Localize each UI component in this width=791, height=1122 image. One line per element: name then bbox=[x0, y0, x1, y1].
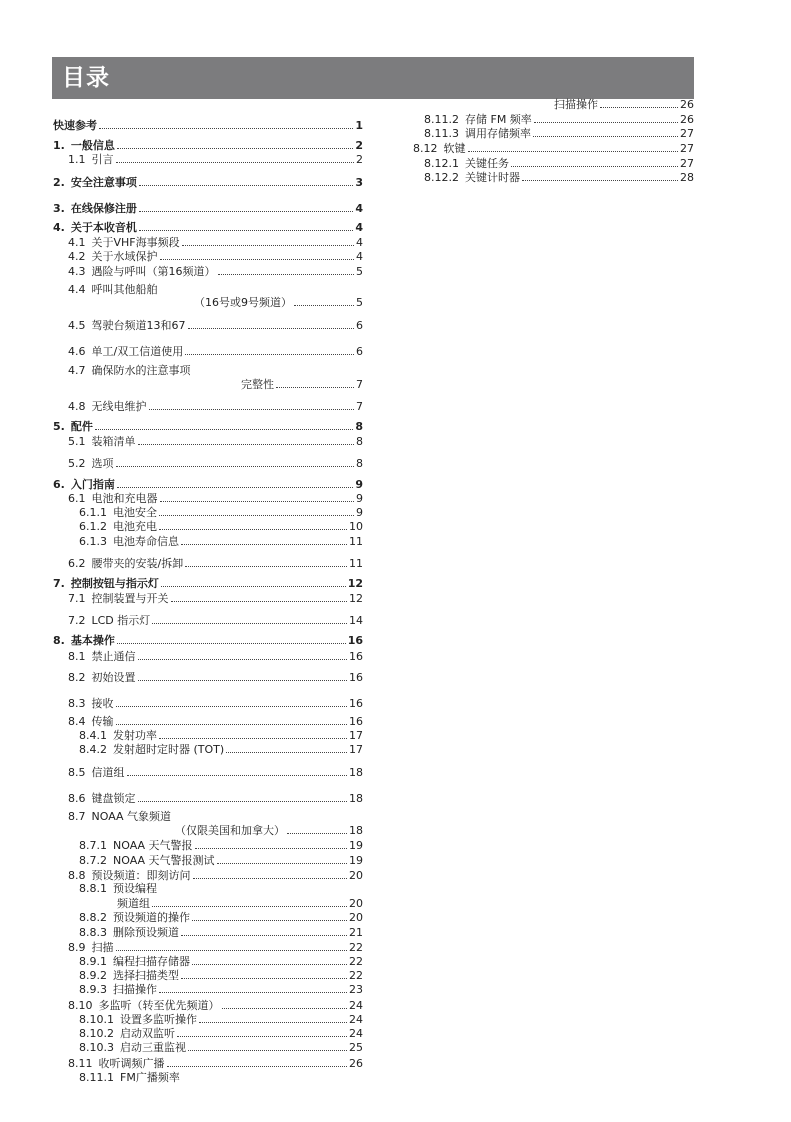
toc-dot-leader bbox=[152, 905, 347, 907]
toc-entry[interactable] bbox=[53, 649, 363, 663]
toc-entry-title: 发射功率 bbox=[113, 729, 157, 742]
toc-entry[interactable] bbox=[53, 868, 363, 882]
toc-entry-page: 4 bbox=[355, 202, 363, 215]
toc-entry-page: 24 bbox=[349, 1013, 363, 1026]
toc-entry[interactable] bbox=[53, 853, 363, 867]
toc-dot-leader bbox=[533, 135, 678, 137]
toc-entry-page: 26 bbox=[680, 98, 694, 111]
toc-entry[interactable] bbox=[53, 823, 363, 837]
toc-dot-leader bbox=[138, 800, 348, 802]
toc-entry-title: 遇险与呼叫（第16频道） bbox=[91, 265, 216, 278]
toc-entry-page: 22 bbox=[349, 969, 363, 982]
toc-entry-number: 8.4.2 bbox=[79, 743, 107, 756]
toc-entry-number: 8.7 bbox=[68, 810, 86, 823]
toc-entry-page: 27 bbox=[680, 142, 694, 155]
toc-entry-title: 装箱清单 bbox=[91, 435, 136, 448]
toc-entry-title: 引言 bbox=[91, 153, 114, 166]
toc-entry-title: （16号或9号频道） bbox=[194, 296, 292, 309]
toc-entry[interactable] bbox=[53, 613, 363, 627]
toc-entry-page: 4 bbox=[356, 250, 363, 263]
toc-entry-page: 16 bbox=[349, 697, 363, 710]
toc-entry-title: 选项 bbox=[91, 457, 114, 470]
toc-entry-number: 8.9.3 bbox=[79, 983, 107, 996]
toc-entry-number: 8.3 bbox=[68, 697, 86, 710]
toc-entry-number: 8.10.1 bbox=[79, 1013, 114, 1026]
toc-entry[interactable] bbox=[53, 505, 363, 519]
toc-dot-leader bbox=[188, 1049, 347, 1051]
toc-entry[interactable] bbox=[53, 968, 363, 982]
toc-entry-page: 11 bbox=[349, 557, 363, 570]
toc-dot-leader bbox=[181, 977, 347, 979]
toc-entry-title: 频道组 bbox=[117, 897, 150, 910]
toc-entry[interactable] bbox=[53, 249, 363, 263]
toc-entry[interactable] bbox=[53, 1056, 363, 1070]
toc-entry-page: 6 bbox=[356, 345, 363, 358]
toc-entry-title: 呼叫其他船舶 bbox=[91, 283, 158, 296]
toc-entry-title: 在线保修注册 bbox=[70, 202, 137, 215]
toc-dot-leader bbox=[287, 832, 347, 834]
toc-entry-title: 初始设置 bbox=[91, 671, 136, 684]
toc-dot-leader bbox=[188, 327, 355, 329]
toc-entry[interactable] bbox=[53, 896, 363, 910]
toc-entry[interactable] bbox=[53, 1070, 363, 1084]
toc-dot-leader bbox=[116, 161, 355, 163]
toc-entry-title: NOAA 气象频道 bbox=[91, 810, 172, 823]
toc-dot-leader bbox=[117, 147, 354, 149]
toc-entry-page: 7 bbox=[356, 378, 363, 391]
toc-entry-number: 8.6 bbox=[68, 792, 86, 805]
toc-dot-leader bbox=[138, 679, 348, 681]
toc-entry-title: 预设编程 bbox=[113, 882, 157, 895]
toc-entry[interactable] bbox=[53, 576, 363, 590]
toc-entry-page: 18 bbox=[349, 824, 363, 837]
toc-dot-leader bbox=[116, 705, 348, 707]
toc-entry[interactable] bbox=[53, 791, 363, 805]
toc-entry-number: 4.2 bbox=[68, 250, 86, 263]
toc-dot-leader bbox=[116, 723, 348, 725]
toc-entry[interactable] bbox=[53, 138, 363, 152]
toc-entry-number: 4.1 bbox=[68, 236, 86, 249]
toc-entry-page: 11 bbox=[349, 535, 363, 548]
toc-entry[interactable] bbox=[53, 954, 363, 968]
toc-entry-number: 7.2 bbox=[68, 614, 86, 627]
toc-entry-title: 基本操作 bbox=[70, 634, 115, 647]
toc-entry[interactable] bbox=[53, 728, 363, 742]
toc-entry-page: 3 bbox=[355, 176, 363, 189]
toc-entry-page: 9 bbox=[356, 492, 363, 505]
toc-entry-page: 23 bbox=[349, 983, 363, 996]
toc-entry[interactable] bbox=[53, 377, 363, 391]
toc-entry-title: 发射超时定时器 (TOT) bbox=[113, 743, 225, 756]
toc-entry[interactable] bbox=[53, 534, 363, 548]
toc-entry-number: 8.11 bbox=[68, 1057, 93, 1070]
toc-dot-leader bbox=[127, 774, 348, 776]
toc-entry-page: 22 bbox=[349, 955, 363, 968]
toc-entry-page: 26 bbox=[349, 1057, 363, 1070]
toc-entry[interactable] bbox=[53, 670, 363, 684]
toc-entry-number: 8.8 bbox=[68, 869, 86, 882]
toc-dot-leader bbox=[160, 500, 355, 502]
toc-entry-number: 8.9.1 bbox=[79, 955, 107, 968]
toc-entry-title: 软键 bbox=[443, 142, 466, 155]
toc-dot-leader bbox=[522, 179, 678, 181]
toc-entry-page: 5 bbox=[356, 265, 363, 278]
toc-dot-leader bbox=[217, 862, 347, 864]
toc-dot-leader bbox=[218, 273, 355, 275]
toc-entry-number: 4.8 bbox=[68, 400, 86, 413]
toc-entry[interactable] bbox=[53, 591, 363, 605]
toc-entry-page: 16 bbox=[349, 671, 363, 684]
toc-entry-title: 删除预设频道 bbox=[113, 926, 179, 939]
toc-entry-title: LCD 指示灯 bbox=[91, 614, 151, 627]
toc-entry-title: 控制装置与开关 bbox=[91, 592, 169, 605]
toc-entry-page: 1 bbox=[355, 119, 363, 132]
toc-entry[interactable] bbox=[53, 399, 363, 413]
toc-entry-number: 7.1 bbox=[68, 592, 86, 605]
toc-entry-title: 信道组 bbox=[91, 766, 125, 779]
toc-entry-page: 22 bbox=[349, 941, 363, 954]
toc-entry-page: 16 bbox=[349, 650, 363, 663]
toc-entry[interactable] bbox=[53, 910, 363, 924]
toc-dot-leader bbox=[138, 443, 355, 445]
toc-entry[interactable] bbox=[53, 152, 363, 166]
toc-entry-number: 8.8.3 bbox=[79, 926, 107, 939]
toc-entry-page: 9 bbox=[355, 478, 363, 491]
toc-entry-page: 16 bbox=[349, 715, 363, 728]
toc-entry[interactable] bbox=[53, 344, 363, 358]
toc-dot-leader bbox=[99, 127, 353, 129]
page-title: 目录 bbox=[62, 65, 110, 91]
toc-dot-leader bbox=[181, 543, 347, 545]
toc-entry-title: NOAA 天气警报 bbox=[113, 839, 193, 852]
toc-dot-leader bbox=[226, 751, 347, 753]
toc-entry[interactable] bbox=[53, 1012, 363, 1026]
toc-entry-number: 8.9 bbox=[68, 941, 86, 954]
toc-entry-page: 4 bbox=[356, 236, 363, 249]
toc-entry-page: 12 bbox=[347, 577, 363, 590]
toc-entry-number: 6.1 bbox=[68, 492, 86, 505]
toc-dot-leader bbox=[195, 847, 347, 849]
toc-dot-leader bbox=[139, 210, 354, 212]
toc-entry-number: 8.10.3 bbox=[79, 1041, 114, 1054]
toc-entry[interactable] bbox=[53, 295, 363, 309]
toc-entry[interactable] bbox=[53, 175, 363, 189]
toc-dot-leader bbox=[600, 106, 678, 108]
toc-dot-leader bbox=[117, 486, 354, 488]
toc-dot-leader bbox=[171, 600, 348, 602]
toc-entry-title: 编程扫描存储器 bbox=[113, 955, 190, 968]
toc-entry-page: 4 bbox=[355, 221, 363, 234]
toc-dot-leader bbox=[294, 304, 354, 306]
toc-dot-leader bbox=[139, 184, 354, 186]
toc-entry[interactable] bbox=[398, 156, 694, 170]
toc-dot-leader bbox=[95, 428, 354, 430]
toc-entry-page: 8 bbox=[355, 420, 363, 433]
toc-entry-page: 28 bbox=[680, 171, 694, 184]
toc-entry-number: 4.7 bbox=[68, 364, 86, 377]
toc-entry-title: FM广播频率 bbox=[120, 1071, 180, 1084]
toc-entry-page: 14 bbox=[349, 614, 363, 627]
toc-entry[interactable] bbox=[398, 170, 694, 184]
toc-entry[interactable] bbox=[53, 1040, 363, 1054]
toc-entry-number: 8.7.2 bbox=[79, 854, 107, 867]
toc-entry-number: 8.12.2 bbox=[424, 171, 459, 184]
toc-entry-page: 25 bbox=[349, 1041, 363, 1054]
toc-entry-number: 8.4 bbox=[68, 715, 86, 728]
toc-entry[interactable] bbox=[53, 282, 363, 296]
toc-entry[interactable] bbox=[53, 838, 363, 852]
toc-entry-title: 关于VHF海事频段 bbox=[91, 236, 180, 249]
toc-entry-page: 19 bbox=[349, 839, 363, 852]
toc-entry-title: 扫描 bbox=[91, 941, 114, 954]
toc-entry-number: 8.12 bbox=[413, 142, 438, 155]
toc-entry[interactable] bbox=[53, 1026, 363, 1040]
toc-entry[interactable] bbox=[53, 998, 363, 1012]
toc-entry-page: 2 bbox=[355, 139, 363, 152]
toc-entry[interactable] bbox=[53, 491, 363, 505]
toc-entry[interactable] bbox=[398, 97, 694, 111]
toc-entry[interactable] bbox=[53, 714, 363, 728]
toc-entry-title: 选择扫描类型 bbox=[113, 969, 179, 982]
toc-entry-title: 电池充电 bbox=[113, 520, 157, 533]
toc-dot-leader bbox=[152, 622, 347, 624]
toc-entry[interactable] bbox=[53, 220, 363, 234]
toc-entry-number: 3. bbox=[53, 202, 65, 215]
toc-dot-leader bbox=[116, 465, 355, 467]
toc-entry-title: 预设频道：即刻访问 bbox=[91, 869, 191, 882]
toc-entry-number: 8.7.1 bbox=[79, 839, 107, 852]
toc-entry-title: 启动双监听 bbox=[120, 1027, 175, 1040]
toc-entry-title: 安全注意事项 bbox=[70, 176, 137, 189]
toc-entry-page: 20 bbox=[349, 911, 363, 924]
toc-entry-title: 调用存储频率 bbox=[465, 127, 531, 140]
toc-entry-title: 多监听（转至优先频道） bbox=[98, 999, 220, 1012]
toc-entry-title: 一般信息 bbox=[70, 139, 115, 152]
toc-dot-leader bbox=[117, 642, 346, 644]
toc-entry-title: 启动三重监视 bbox=[120, 1041, 186, 1054]
toc-entry-title: （仅限美国和加拿大） bbox=[175, 824, 285, 837]
toc-entry-number: 8.4.1 bbox=[79, 729, 107, 742]
toc-entry-number: 1. bbox=[53, 139, 65, 152]
toc-dot-leader bbox=[534, 121, 678, 123]
toc-entry-title: 存储 FM 频率 bbox=[465, 113, 532, 126]
toc-entry-title: 关键任务 bbox=[465, 157, 509, 170]
toc-dot-leader bbox=[139, 229, 354, 231]
toc-entry-title: 设置多监听操作 bbox=[120, 1013, 197, 1026]
toc-entry[interactable] bbox=[53, 925, 363, 939]
toc-dot-leader bbox=[167, 1065, 348, 1067]
toc-entry-title: 传输 bbox=[91, 715, 114, 728]
toc-entry-title: 接收 bbox=[91, 697, 114, 710]
toc-entry-number: 8.10 bbox=[68, 999, 93, 1012]
toc-entry-title: 电池寿命信息 bbox=[113, 535, 179, 548]
toc-entry-page: 24 bbox=[349, 999, 363, 1012]
toc-dot-leader bbox=[159, 991, 347, 993]
toc-entry-title: 入门指南 bbox=[70, 478, 115, 491]
toc-entry-title: 配件 bbox=[70, 420, 93, 433]
toc-entry-page: 21 bbox=[349, 926, 363, 939]
toc-entry[interactable] bbox=[398, 126, 694, 140]
toc-entry-number: 6.2 bbox=[68, 557, 86, 570]
toc-dot-leader bbox=[177, 1035, 347, 1037]
toc-entry-number: 6.1.3 bbox=[79, 535, 107, 548]
toc-entry-number: 6.1.2 bbox=[79, 520, 107, 533]
toc-entry-title: 禁止通信 bbox=[91, 650, 136, 663]
toc-entry[interactable] bbox=[53, 434, 363, 448]
toc-entry[interactable] bbox=[53, 940, 363, 954]
toc-entry-number: 8.9.2 bbox=[79, 969, 107, 982]
toc-entry-title: 关键计时器 bbox=[465, 171, 520, 184]
toc-entry-number: 4.3 bbox=[68, 265, 86, 278]
toc-entry-title: 扫描操作 bbox=[554, 98, 598, 111]
toc-dot-leader bbox=[159, 737, 347, 739]
toc-entry-page: 6 bbox=[356, 319, 363, 332]
toc-entry[interactable] bbox=[53, 477, 363, 491]
toc-entry-page: 9 bbox=[356, 506, 363, 519]
toc-entry-page: 8 bbox=[356, 435, 363, 448]
toc-entry-page: 17 bbox=[349, 729, 363, 742]
toc-entry-number: 5. bbox=[53, 420, 65, 433]
toc-entry-page: 5 bbox=[356, 296, 363, 309]
toc-entry-number: 8.11.1 bbox=[79, 1071, 114, 1084]
toc-entry-page: 27 bbox=[680, 127, 694, 140]
toc-entry-page: 20 bbox=[349, 897, 363, 910]
toc-entry-number: 5.1 bbox=[68, 435, 86, 448]
toc-entry-title: 电池和充电器 bbox=[91, 492, 158, 505]
toc-dot-leader bbox=[185, 565, 347, 567]
toc-entry[interactable] bbox=[53, 696, 363, 710]
toc-entry-page: 18 bbox=[349, 792, 363, 805]
toc-entry-page: 10 bbox=[349, 520, 363, 533]
toc-entry-number: 4.4 bbox=[68, 283, 86, 296]
toc-dot-leader bbox=[192, 919, 347, 921]
toc-entry-number: 8.8.1 bbox=[79, 882, 107, 895]
toc-entry-number: 8.10.2 bbox=[79, 1027, 114, 1040]
toc-dot-leader bbox=[159, 514, 354, 516]
toc-entry[interactable] bbox=[53, 519, 363, 533]
toc-dot-leader bbox=[160, 258, 355, 260]
toc-entry[interactable] bbox=[53, 556, 363, 570]
toc-entry-number: 8.11.3 bbox=[424, 127, 459, 140]
toc-entry-title: 确保防水的注意事项 bbox=[91, 364, 191, 377]
toc-dot-leader bbox=[185, 353, 354, 355]
toc-entry-number: 8. bbox=[53, 634, 65, 647]
toc-header-banner bbox=[52, 57, 694, 99]
toc-entry[interactable] bbox=[53, 881, 363, 895]
toc-entry-number: 8.12.1 bbox=[424, 157, 459, 170]
toc-entry[interactable] bbox=[53, 118, 363, 132]
toc-entry-number: 7. bbox=[53, 577, 65, 590]
toc-entry-page: 16 bbox=[347, 634, 363, 647]
toc-entry-page: 12 bbox=[349, 592, 363, 605]
toc-entry-title: 电池安全 bbox=[113, 506, 157, 519]
toc-entry-title: 快速参考 bbox=[53, 119, 97, 132]
toc-entry[interactable] bbox=[53, 235, 363, 249]
toc-entry-title: 控制按钮与指示灯 bbox=[70, 577, 159, 590]
toc-entry-number: 8.8.2 bbox=[79, 911, 107, 924]
toc-entry-title: 关于本收音机 bbox=[70, 221, 137, 234]
toc-dot-leader bbox=[222, 1007, 348, 1009]
toc-dot-leader bbox=[468, 150, 679, 152]
toc-entry-page: 24 bbox=[349, 1027, 363, 1040]
toc-dot-leader bbox=[159, 528, 347, 530]
toc-entry[interactable] bbox=[53, 363, 363, 377]
toc-entry[interactable] bbox=[53, 633, 363, 647]
toc-entry[interactable] bbox=[53, 742, 363, 756]
toc-entry-title: 收听调频广播 bbox=[98, 1057, 165, 1070]
toc-entry-page: 18 bbox=[349, 766, 363, 779]
toc-entry-page: 2 bbox=[356, 153, 363, 166]
toc-entry-page: 7 bbox=[356, 400, 363, 413]
toc-dot-leader bbox=[511, 165, 678, 167]
toc-entry-number: 4.5 bbox=[68, 319, 86, 332]
toc-entry-title: 关于水域保护 bbox=[91, 250, 158, 263]
toc-entry[interactable] bbox=[53, 982, 363, 996]
toc-entry-page: 27 bbox=[680, 157, 694, 170]
toc-entry[interactable] bbox=[53, 201, 363, 215]
toc-entry[interactable] bbox=[53, 264, 363, 278]
toc-entry[interactable] bbox=[53, 809, 363, 823]
toc-entry-number: 6.1.1 bbox=[79, 506, 107, 519]
toc-entry[interactable] bbox=[398, 141, 694, 155]
toc-dot-leader bbox=[199, 1021, 347, 1023]
toc-dot-leader bbox=[149, 408, 355, 410]
toc-entry[interactable] bbox=[398, 112, 694, 126]
toc-entry-title: 无线电维护 bbox=[91, 400, 147, 413]
toc-entry[interactable] bbox=[53, 318, 363, 332]
toc-dot-leader bbox=[161, 585, 346, 587]
toc-entry-page: 19 bbox=[349, 854, 363, 867]
toc-entry-title: 扫描操作 bbox=[113, 983, 157, 996]
toc-entry[interactable] bbox=[53, 456, 363, 470]
toc-entry-title: 驾驶台频道13和67 bbox=[91, 319, 186, 332]
toc-entry-title: 键盘锁定 bbox=[91, 792, 136, 805]
toc-entry-number: 8.11.2 bbox=[424, 113, 459, 126]
toc-entry[interactable] bbox=[53, 419, 363, 433]
toc-dot-leader bbox=[116, 949, 348, 951]
toc-entry-number: 8.1 bbox=[68, 650, 86, 663]
toc-entry-page: 26 bbox=[680, 113, 694, 126]
toc-entry-title: NOAA 天气警报测试 bbox=[113, 854, 215, 867]
toc-dot-leader bbox=[138, 658, 348, 660]
toc-entry[interactable] bbox=[53, 765, 363, 779]
toc-dot-leader bbox=[276, 386, 354, 388]
toc-entry-number: 8.5 bbox=[68, 766, 86, 779]
toc-entry-page: 8 bbox=[356, 457, 363, 470]
toc-dot-leader bbox=[192, 963, 347, 965]
toc-dot-leader bbox=[193, 877, 348, 879]
toc-dot-leader bbox=[181, 934, 347, 936]
toc-entry-number: 8.2 bbox=[68, 671, 86, 684]
toc-entry-page: 20 bbox=[349, 869, 363, 882]
toc-entry-number: 4.6 bbox=[68, 345, 86, 358]
toc-entry-title: 预设频道的操作 bbox=[113, 911, 190, 924]
toc-entry-title: 腰带夹的安装/拆卸 bbox=[91, 557, 184, 570]
toc-entry-title: 完整性 bbox=[241, 378, 274, 391]
toc-dot-leader bbox=[182, 244, 354, 246]
toc-entry-number: 1.1 bbox=[68, 153, 86, 166]
toc-entry-number: 4. bbox=[53, 221, 65, 234]
toc-entry-number: 6. bbox=[53, 478, 65, 491]
toc-entry-number: 5.2 bbox=[68, 457, 86, 470]
toc-entry-page: 17 bbox=[349, 743, 363, 756]
toc-entry-number: 2. bbox=[53, 176, 65, 189]
toc-entry-title: 单工/双工信道使用 bbox=[91, 345, 184, 358]
